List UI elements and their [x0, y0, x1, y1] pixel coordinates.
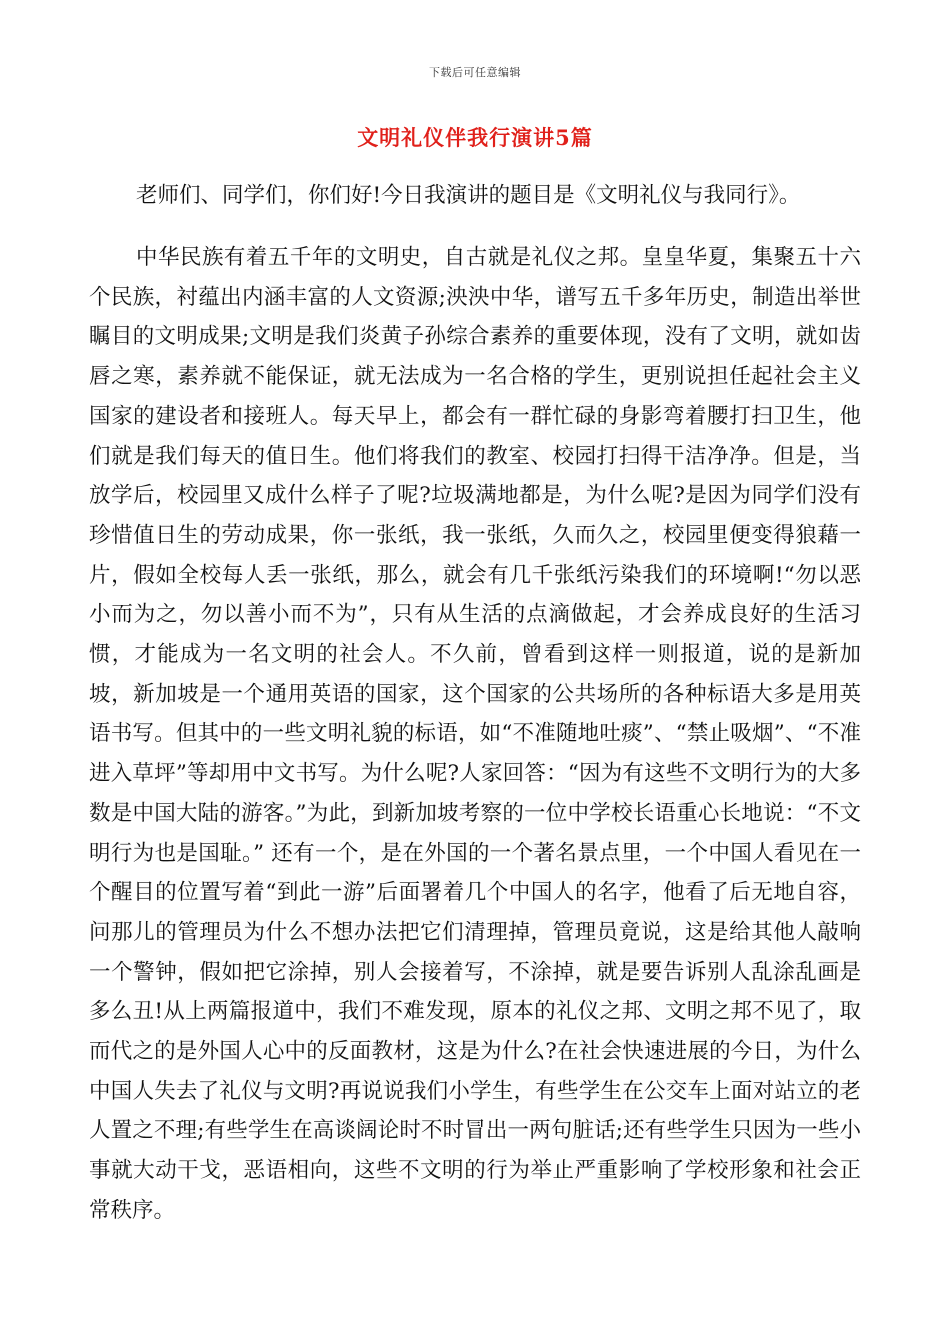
document-title: 文明礼仪伴我行演讲5篇	[357, 125, 593, 150]
paragraph-greeting: 老师们、同学们，你们好!今日我演讲的题目是《文明礼仪与我同行》。	[136, 183, 801, 208]
paragraph-body: 中华民族有着五千年的文明史，自古就是礼仪之邦。皇皇华夏，集聚五十六个民族，衬蕴出内涵丰富的人文资源;泱泱中华，谱写五千多年历史，制造出举世瞩目的文明成果;文明是我们炎黄子孙综合素养的重要体现，没有了文明，就如齿唇之寒，素养就不能保证，就无法成为一名合格的学生，更别说担任起社会主义国家的建设者和接班人。每天早上，都会有一群忙碌的身影弯着腰打扫卫生，他们就是我们每天的值日生。他们将我们的教室、校园打扫得干洁净净。但是，当放学后，校园里又成什么样子了呢?垃圾满地都是，为什么呢?是因为同学们没有珍惜值日生的劳动成果，你一张纸，我一张纸，久而久之，校园里便变得狼藉一片，假如全校每人丢一张纸，那么，就会有几千张纸污染我们的环境啊!“勿以恶小而为之，勿以善小而不为”，只有从生活的点滴做起，才会养成良好的生活习惯，才能成为一名文明的社会人。不久前，曾看到这样一则报道，说的是新加坡，新加坡是一个通用英语的国家，这个国家的公共场所的各种标语大多是用英语书写。但其中的一些文明礼貌的标语，如“不准随地吐痰”、“禁止吸烟”、“不准进入草坪”等却用中文书写。为什么呢?人家回答：“因为有这些不文明行为的大多数是中国大陆的游客。”为此，到新加坡考察的一位中学校长语重心长地说：“不文明行为也是国耻。” 还有一个，是在外国的一个著名景点里，一个中国人看见在一个醒目的位置写着“到此一游”后面署着几个中国人的名字，他看了后无地自容，问那儿的管理员为什么不想办法把它们清理掉，管理员竟说，这是给其他人敲响一个警钟，假如把它涂掉，别人会接着写，不涂掉，就是要告诉别人乱涂乱画是多么丑!从上两篇报道中，我们不难发现，原本的礼仪之邦、文明之邦不见了，取而代之的是外国人心中的反面教材，这是为什么?在社会快速进展的今日，为什么中国人失去了礼仪与文明?再说说我们小学生，有些学生在公交车上面对站立的老人置之不理;有些学生在高谈阔论时不时冒出一两句脏话;还有些学生只因为一些小事就大动干戈，恶语相向，这些不文明的行为举止严重影响了学校形象和社会正常秩序。	[89, 245, 861, 1223]
header-note: 下载后可任意编辑	[429, 66, 521, 79]
